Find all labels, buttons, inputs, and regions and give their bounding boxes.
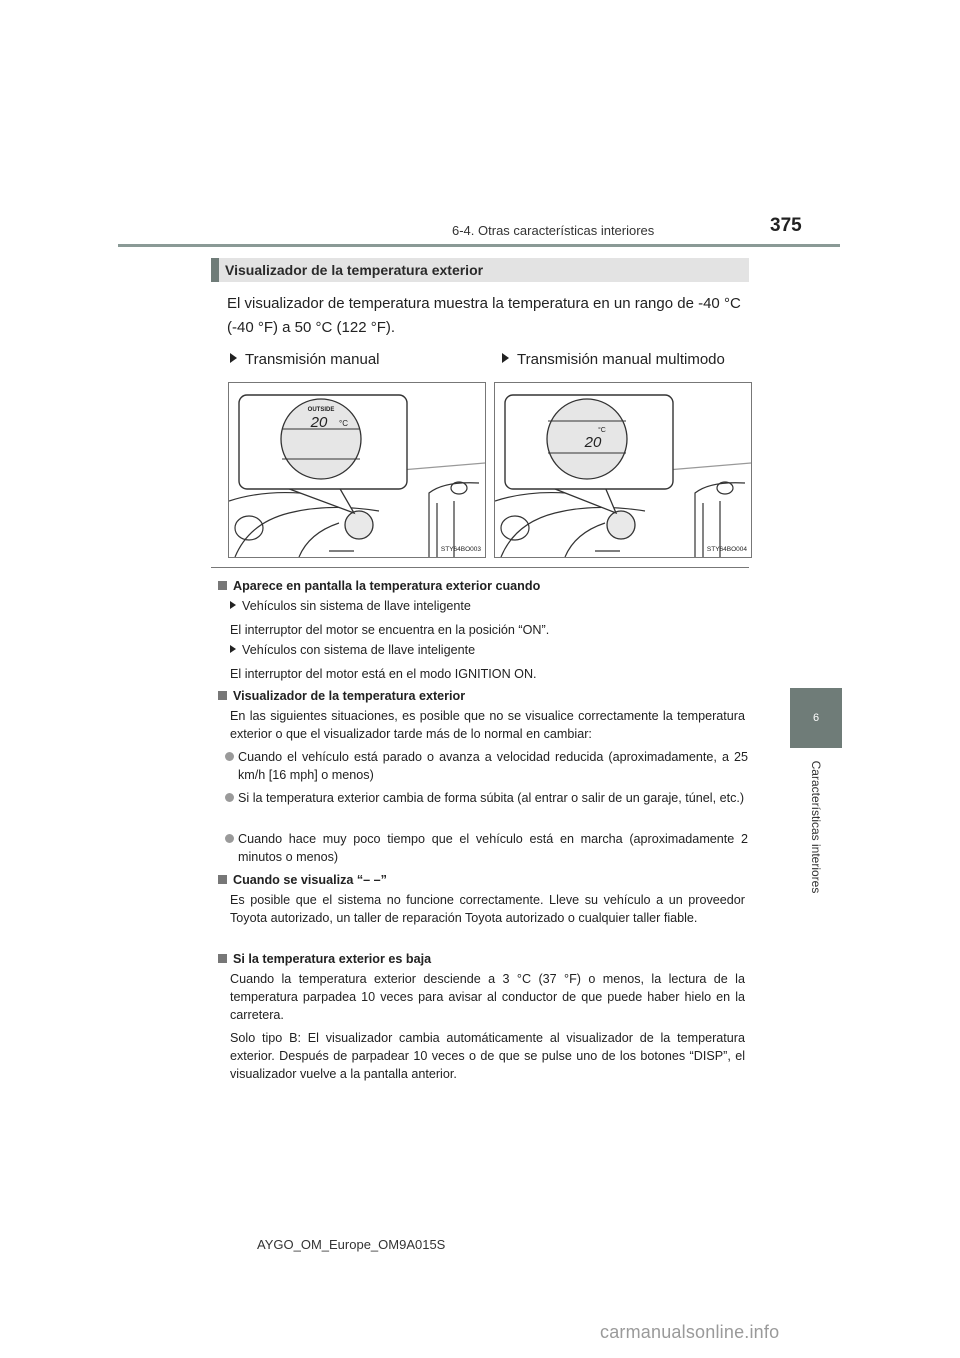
chapter-label-text: Características interiores [809,760,823,894]
triangle-bullet-icon [502,353,509,363]
figure-code: STY64BO004 [706,546,747,553]
instrument-panel-illustration [495,383,751,557]
figure-caption-multimode: Transmisión manual multimodo [502,351,725,368]
figure-bottom-rule [211,567,749,568]
square-bullet-icon [218,875,227,884]
note-appears-text2: El interruptor del motor está en el modo IGNITION ON. [230,667,537,681]
note-appears-heading: Aparece en pantalla la temperatura exterior cuando [218,577,750,595]
chapter-number: 6 [812,712,820,724]
note-display-bullet: Si la temperatura exterior cambia de forma súbita (al entrar o salir de un garaje, túnel, etc.) [238,789,748,807]
section-heading-marker [211,258,219,282]
note-dashes-heading: Cuando se visualiza “– –” [218,871,750,889]
display-temp-unit: °C [339,419,348,428]
header-rule [118,244,840,247]
chapter-label [808,752,824,902]
section-intro: El visualizador de temperatura muestra la temperatura en un rango de -40 °C (-40 °F) a 50 °C (122 °F). [227,295,741,336]
section-heading-bar [211,258,749,282]
page-number: 375 [770,215,802,236]
note-display-heading: Visualizador de la temperatura exterior [218,687,750,705]
round-bullet-icon [225,834,234,843]
display-temp-value: 20 [310,414,328,431]
display-temp-value: 20 [584,434,602,451]
note-low-heading: Si la temperatura exterior es baja [218,950,750,968]
note-display-bullet: Cuando hace muy poco tiempo que el vehículo está en marcha (aproximadamente 2 minutos o menos) [238,830,748,866]
figure-code: STY64BO003 [440,546,481,553]
display-temp-unit: °C [598,427,606,434]
note-appears-sub2: Vehículos con sistema de llave inteligente [230,643,475,657]
figure-caption-manual: Transmisión manual [230,351,380,368]
triangle-bullet-icon [230,601,236,609]
note-display-text: En las siguientes situaciones, es posible que no se visualice correctamente la temperatura exterior o que el visualizador tarde más de lo normal en cambiar: [230,709,745,741]
triangle-bullet-icon [230,353,237,363]
triangle-bullet-icon [230,645,236,653]
note-dashes-text: Es posible que el sistema no funcione correctamente. Lleve su vehículo a un proveedor Toyota autorizado, un taller de reparación Toyota autorizado o cualquier taller fiable. [230,893,745,925]
note-appears-sub1: Vehículos sin sistema de llave inteligente [230,599,471,613]
note-low-text1: Cuando la temperatura exterior desciende a 3 °C (37 °F) o menos, la lectura de la temperatura parpadea 10 veces para avisar al conductor de que puede haber hielo en la carretera. [230,972,745,1022]
note-display-bullet: Cuando el vehículo está parado o avanza a velocidad reducida (aproximadamente, a 25 km/h [16 mph] o menos) [238,748,748,784]
header-section-title: 6-4. Otras características interiores [452,223,655,238]
chapter-tab [790,688,842,748]
section-title: Visualizador de la temperatura exterior [225,262,484,278]
note-low-text2: Solo tipo B: El visualizador cambia automáticamente al visualizador de la temperatura exterior. Después de parpadear 10 veces o de que se pulse uno de los botones “DISP”, el visualizador vuelve a la pantalla anterior. [230,1031,745,1081]
square-bullet-icon [218,691,227,700]
square-bullet-icon [218,581,227,590]
note-appears-text1: El interruptor del motor se encuentra en la posición “ON”. [230,623,550,637]
watermark: carmanualsonline.info [600,1322,780,1342]
figure-manual-transmission [228,382,486,558]
display-outside-label: OUTSIDE [307,407,335,413]
round-bullet-icon [225,752,234,761]
figure-multimode-transmission [494,382,752,558]
instrument-panel-illustration [229,383,485,557]
square-bullet-icon [218,954,227,963]
round-bullet-icon [225,793,234,802]
footer-document-id: AYGO_OM_Europe_OM9A015S [257,1237,446,1252]
